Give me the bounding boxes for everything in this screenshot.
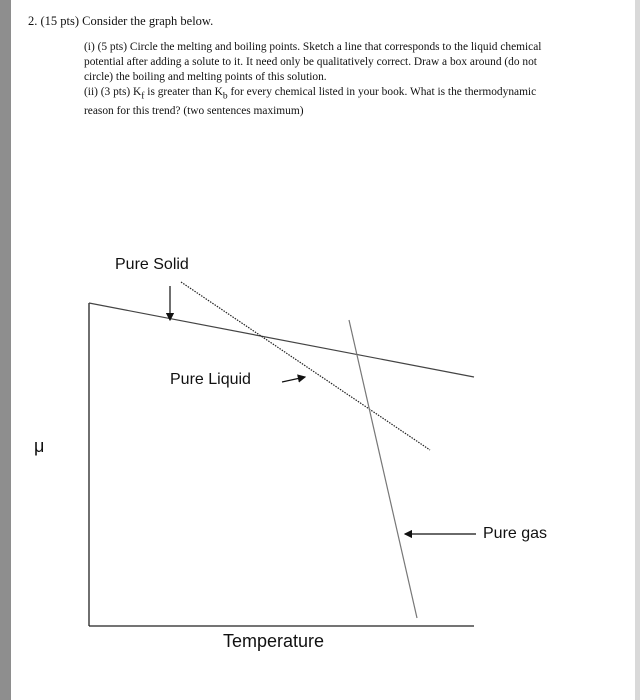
question-part-i: (i) (5 pts) Circle the melting and boiling points. Sketch a line that corresponds to the liquid chemical potential after adding a solute to it. It need only be qualitatively correct. Draw a box around (do not circle) the boiling and melting points of this solution. bbox=[84, 41, 542, 83]
pure-liquid-arrow bbox=[282, 377, 305, 382]
label-pure-liquid: Pure Liquid bbox=[170, 371, 251, 388]
x-axis-label: Temperature bbox=[223, 631, 325, 651]
label-pure-solid: Pure Solid bbox=[115, 256, 189, 273]
pure-liquid-line bbox=[181, 282, 430, 450]
pure-solid-line bbox=[89, 303, 474, 377]
y-axis-label: μ bbox=[34, 436, 45, 456]
pure-gas-line bbox=[349, 320, 417, 618]
question-header: 2. (15 pts) Consider the graph below. bbox=[28, 14, 214, 28]
label-pure-gas: Pure gas bbox=[483, 525, 548, 542]
question-part-ii: (ii) (3 pts) $K_f$ is greater than $K_b$ for every chemical listed in your book. What is the thermodynamic reason for this trend? (two sentences maximum) bbox=[84, 86, 537, 118]
